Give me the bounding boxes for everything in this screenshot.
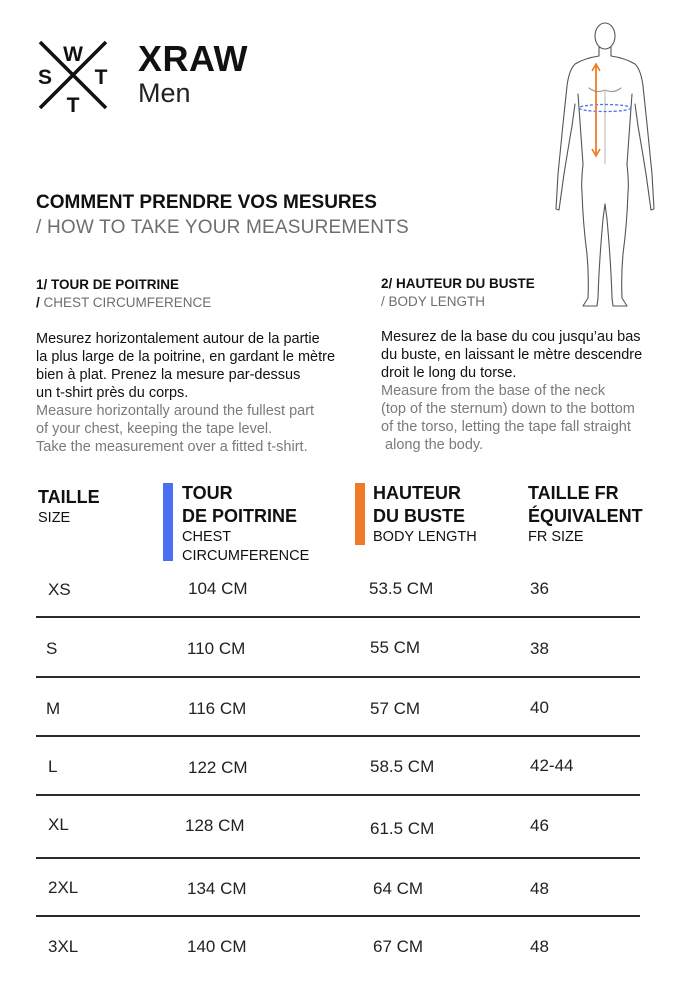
row-divider: [36, 794, 640, 796]
column-subtitle: CHEST: [182, 529, 232, 545]
column-header-chest: [182, 482, 309, 566]
size-cell: L: [48, 757, 58, 776]
chest-subtitle-text: CHEST CIRCUMFERENCE: [39, 295, 212, 310]
column-title: TAILLE: [38, 487, 100, 507]
length-cell: 55 CM: [370, 638, 421, 657]
fr-size-cell: 46: [530, 816, 549, 835]
column-subtitle: BODY LENGTH: [373, 529, 477, 545]
length-section-subtitle: / BODY LENGTH: [381, 294, 486, 309]
page-subtitle: / HOW TO TAKE YOUR MEASUREMENTS: [36, 217, 409, 238]
chest-cell: 116 CM: [188, 699, 247, 718]
length-color-bar: [355, 483, 365, 545]
column-header-length: [373, 482, 477, 547]
chest-color-bar: [163, 483, 173, 561]
column-title: TAILLE FR: [528, 483, 619, 503]
chest-cell: 134 CM: [187, 879, 247, 898]
length-cell: 58.5 CM: [370, 757, 435, 776]
en-line: of your chest, keeping the tape level.: [36, 421, 273, 437]
fr-line: Mesurez de la base du cou jusqu’au bas: [381, 329, 641, 345]
fr-line: un t-shirt près du corps.: [36, 385, 189, 401]
column-subtitle: SIZE: [38, 510, 71, 526]
row-divider: [36, 915, 640, 917]
fr-size-cell: 36: [530, 579, 549, 598]
chest-cell: 122 CM: [188, 758, 248, 777]
length-cell: 53.5 CM: [369, 579, 434, 598]
fr-size-cell: 40: [530, 698, 549, 717]
length-cell: 64 CM: [373, 879, 424, 898]
column-subtitle: CIRCUMFERENCE: [182, 548, 310, 564]
column-subtitle: FR SIZE: [528, 529, 584, 545]
chest-section-title: 1/ TOUR DE POITRINE: [36, 277, 180, 292]
en-line: of the torso, letting the tape fall straight: [381, 419, 631, 435]
wsst-logo-icon: [30, 32, 116, 118]
logo-letter-left: S: [37, 66, 53, 89]
size-cell: M: [46, 699, 61, 718]
fr-size-cell: 48: [530, 937, 549, 956]
column-header-fr-size: [528, 482, 643, 547]
column-title: ÉQUIVALENT: [528, 506, 643, 526]
column-title: HAUTEUR: [373, 483, 461, 503]
logo-letter-right: T: [94, 66, 108, 89]
chest-cell: 128 CM: [185, 816, 245, 835]
size-cell: 3XL: [48, 937, 79, 956]
size-cell: 2XL: [48, 878, 79, 897]
fr-line: bien à plat. Prenez la mesure par-dessus: [36, 367, 301, 383]
column-title: DE POITRINE: [182, 506, 298, 526]
page-title: COMMENT PRENDRE VOS MESURES: [36, 192, 377, 213]
logo-letter-top: W: [63, 43, 83, 66]
gender-label: Men: [138, 78, 191, 108]
fr-size-cell: 42-44: [530, 756, 574, 775]
column-title: DU BUSTE: [373, 506, 466, 526]
en-line: Measure from the base of the neck: [381, 383, 606, 399]
slash-mark: /: [36, 295, 40, 310]
chest-cell: 104 CM: [188, 579, 248, 598]
fr-size-cell: 48: [530, 879, 549, 898]
en-line: Take the measurement over a fitted t-shirt.: [36, 439, 308, 455]
logo-letter-bottom: T: [66, 94, 80, 117]
brand-name: XRAW: [138, 38, 248, 79]
en-line: along the body.: [381, 437, 484, 453]
size-cell: S: [46, 639, 58, 658]
size-cell: XL: [48, 815, 69, 834]
length-section-title: 2/ HAUTEUR DU BUSTE: [381, 276, 535, 291]
chest-instructions: [36, 330, 335, 456]
fr-line: la plus large de la poitrine, en gardant le mètre: [36, 349, 336, 365]
row-divider: [36, 616, 640, 618]
en-line: Measure horizontally around the fullest part: [36, 403, 315, 419]
length-cell: 61.5 CM: [370, 819, 435, 838]
en-line: (top of the sternum) down to the bottom: [381, 401, 635, 417]
length-instructions: [381, 328, 642, 454]
fr-line: Mesurez horizontalement autour de la partie: [36, 331, 320, 347]
row-divider: [36, 676, 640, 678]
column-title: TOUR: [182, 483, 233, 503]
fr-line: du buste, en laissant le mètre descendre: [381, 347, 643, 363]
row-divider: [36, 735, 640, 737]
column-header-size: [38, 486, 100, 528]
length-cell: 57 CM: [370, 699, 421, 718]
fr-size-cell: 38: [530, 639, 549, 658]
size-cell: XS: [48, 580, 71, 599]
row-divider: [36, 857, 640, 859]
fr-line: droit le long du torse.: [381, 365, 517, 381]
body-measurement-figure-icon: [545, 14, 665, 314]
length-cell: 67 CM: [373, 937, 424, 956]
brand-logo: [30, 32, 116, 118]
chest-section-subtitle: [36, 295, 211, 310]
chest-cell: 140 CM: [187, 937, 247, 956]
chest-cell: 110 CM: [187, 639, 246, 658]
